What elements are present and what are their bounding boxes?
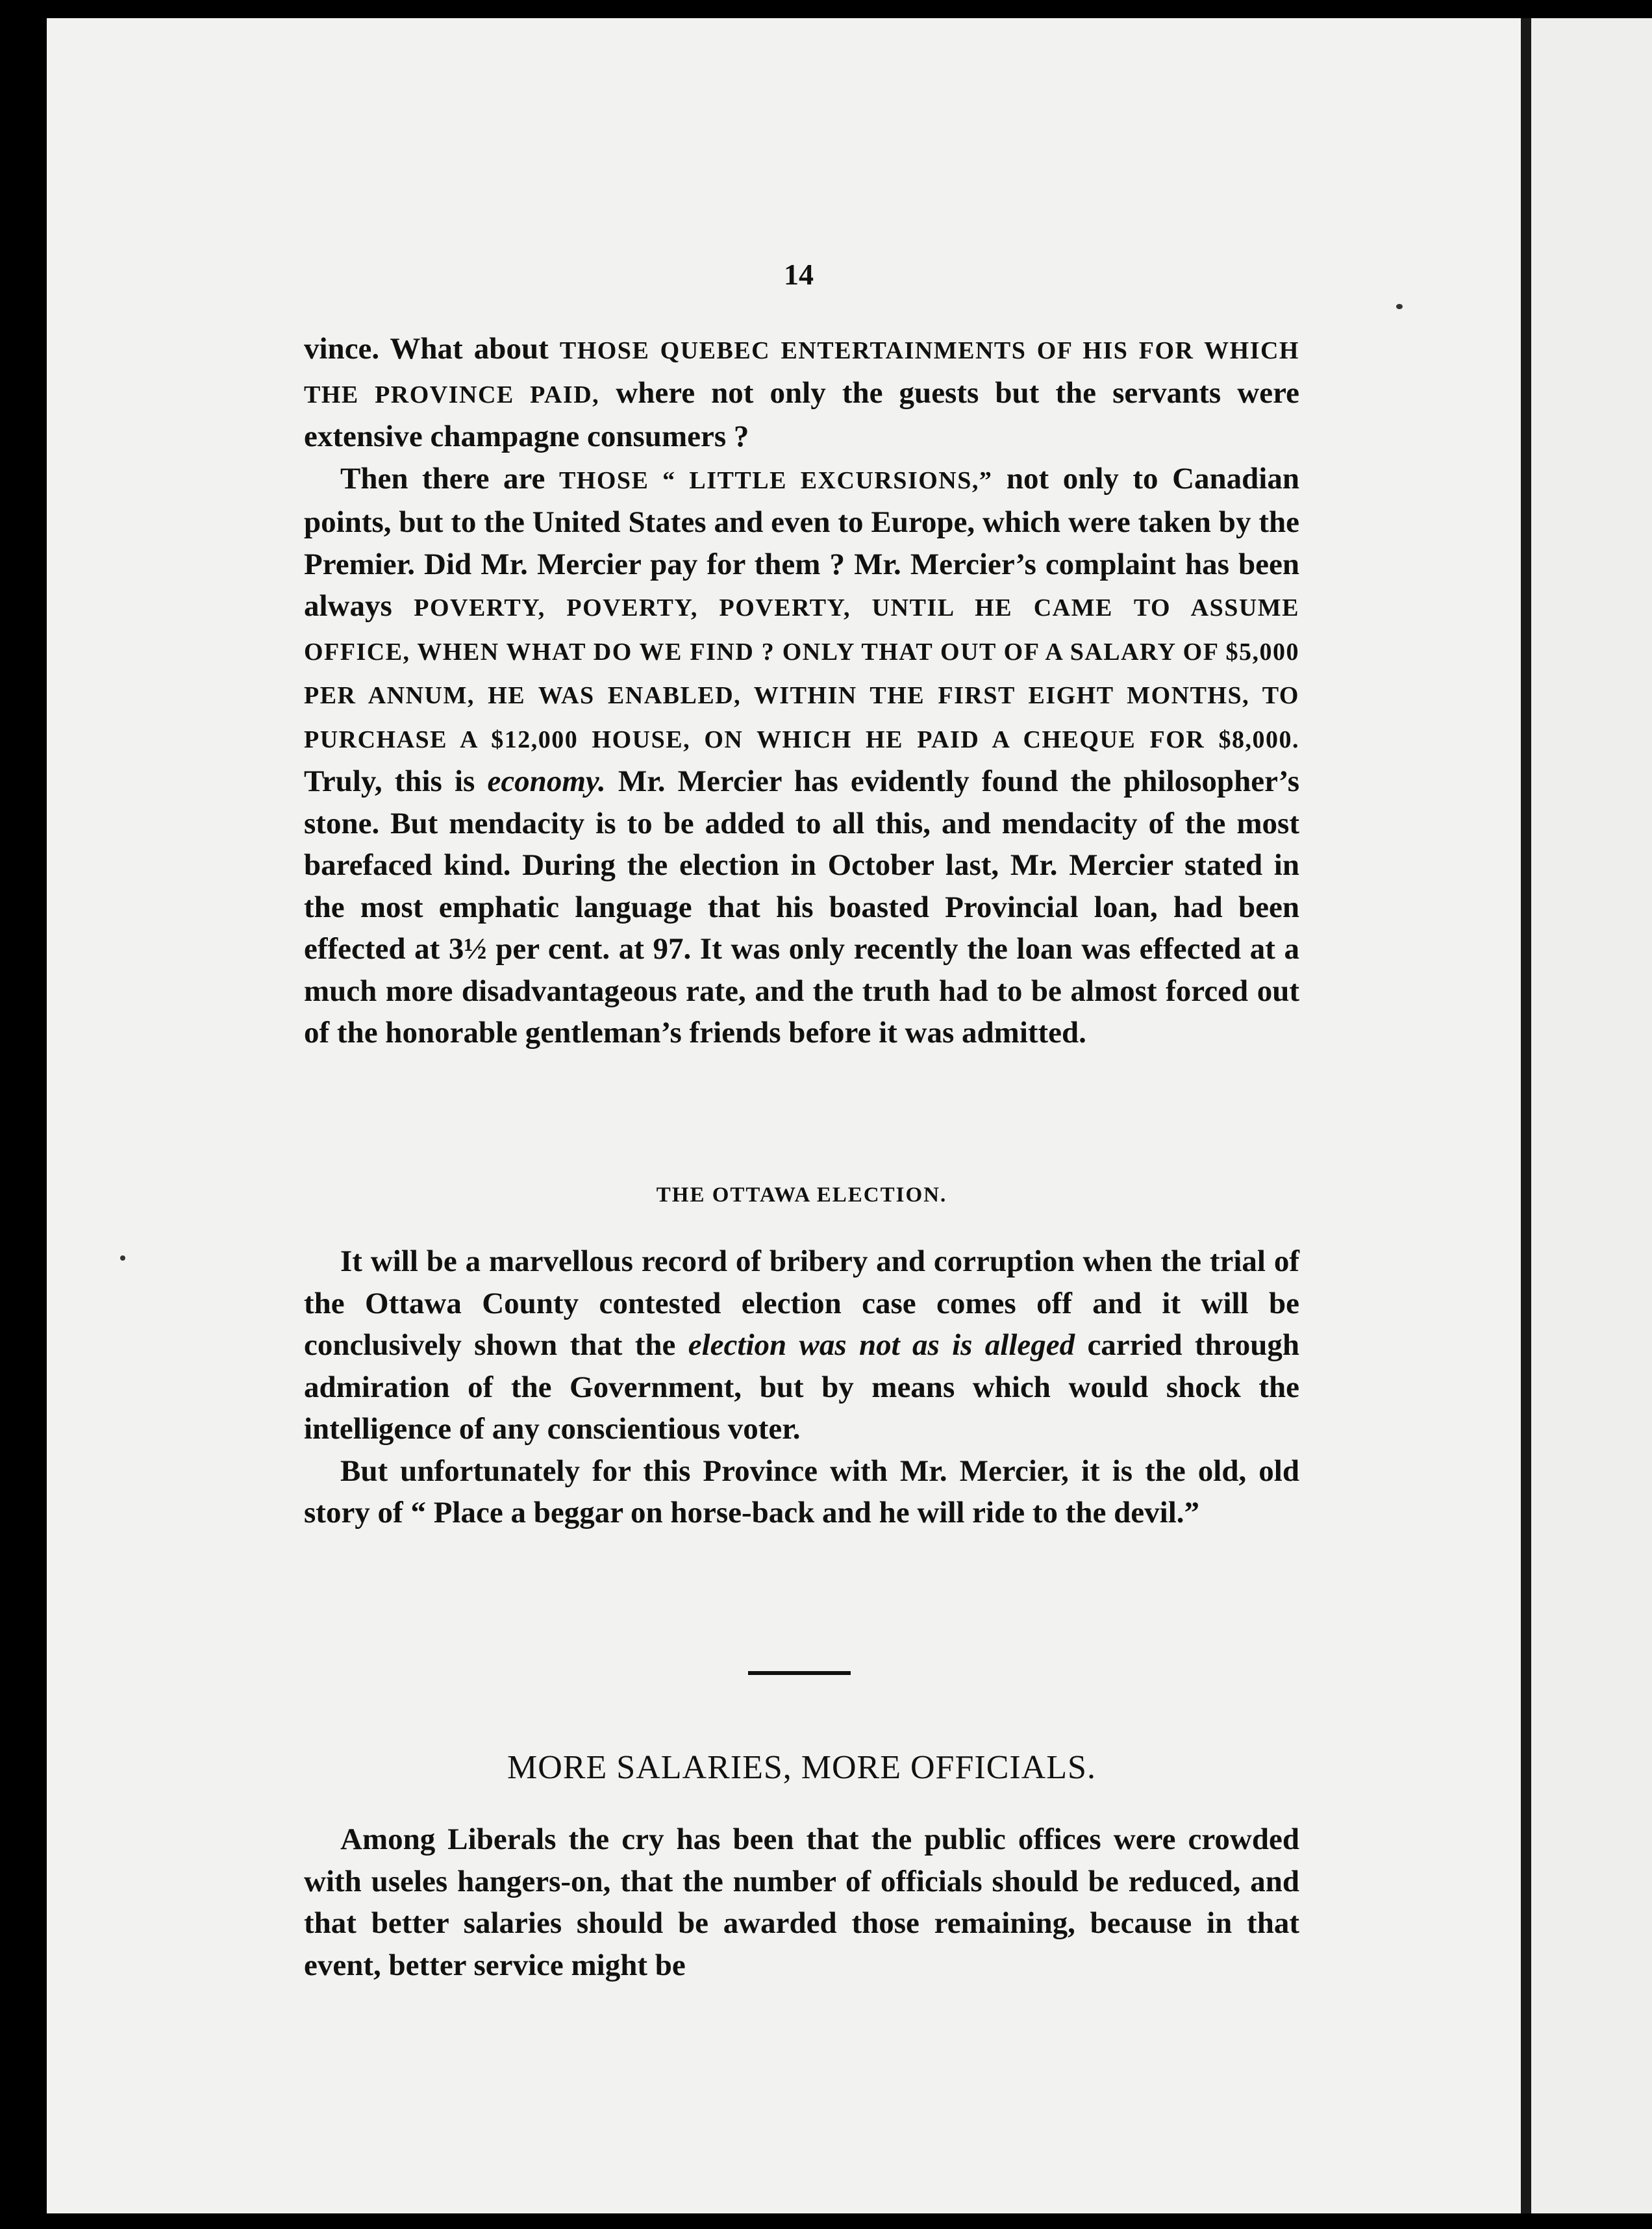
text-run: Mr. Mercier has evidently found the philosopher’s stone. But mendacity is to be added to all this, and mendacity of the most barefaced kind. During the election in October last, Mr. Mercier stated in the most emphatic language that his boasted Provincial loan, had been effected at 3½ per cent. at 97. It was only recently the loan was effected at a much more disadvantageous rate, and the truth had to be almost forced out of the honorable gentleman’s friends before it was admitted. bbox=[304, 764, 1299, 1050]
small-caps-run: THOSE “ LITTLE EXCURSIONS,” bbox=[558, 466, 993, 494]
paragraph-entertainments bbox=[304, 328, 1299, 458]
adjacent-page-edge bbox=[1531, 18, 1652, 2213]
italic-run: economy. bbox=[487, 764, 606, 798]
paragraph-beggar: But unfortunately for this Province with Mr. Mercier, it is the old, old story of “ Place a beggar on horse-back and he will ride to the devil.” bbox=[304, 1454, 1299, 1530]
text-run: It will be a marvellous record of bribery and corruption when the trial of the Ottawa County contested election case comes off and it will be conclusively shown that the bbox=[304, 1244, 1299, 1362]
page-gutter bbox=[1521, 18, 1531, 2213]
text-run: Then there are bbox=[340, 461, 559, 496]
paragraph-entertainments-block bbox=[304, 328, 1299, 1054]
salaries-block bbox=[304, 1819, 1299, 1986]
text-run: vince. What about bbox=[304, 332, 560, 366]
ink-speck bbox=[120, 1255, 125, 1261]
text-run: Truly, this is bbox=[304, 764, 488, 798]
text-run: not only to Canadian points, but to the United States and even to Europe, which were taken by the Premier. Did Mr. Mercier pay for them ? Mr. Mercier’s complaint has been always bbox=[304, 461, 1299, 623]
ottawa-election-block bbox=[304, 1240, 1299, 1534]
small-caps-run: POVERTY, POVERTY, POVERTY, UNTIL HE CAME TO ASSUME OFFICE, WHEN WHAT DO WE FIND ? ONLY THAT OUT OF A SALARY OF $5,000 PER ANNUM, HE WAS ENABLED, WITHIN THE FIRST EIGHT MONTHS, TO PURCHASE A $12,000 HOUSE, ON WHICH HE PAID A CHEQUE FOR $8,000. bbox=[304, 594, 1299, 753]
more-salaries-title: MORE SALARIES, MORE OFFICIALS. bbox=[507, 1749, 1096, 1786]
section-divider-rule bbox=[748, 1671, 851, 1675]
small-caps-run: THOSE QUEBEC ENTERTAINMENTS OF HIS FOR WHICH THE PROVINCE PAID, bbox=[304, 337, 1299, 409]
ottawa-election-heading: THE OTTAWA ELECTION. bbox=[656, 1183, 947, 1207]
text-run: carried through admiration of the Government, but by means which would shock the intelligence of any conscientious voter. bbox=[304, 1328, 1299, 1446]
ink-speck bbox=[1396, 304, 1403, 309]
italic-run: election was not as is alleged bbox=[688, 1328, 1075, 1362]
text-run: where not only the guests but the servants were extensive champagne consumers ? bbox=[304, 375, 1299, 453]
paragraph-excursions bbox=[304, 458, 1299, 1054]
page-number: 14 bbox=[784, 258, 814, 291]
paragraph-liberals: Among Liberals the cry has been that the public offices were crowded with useles hangers-on, that the number of officials should be reduced, and that better salaries should be awarded those remaining, because in that event, better service might be bbox=[304, 1822, 1299, 1982]
paragraph-bribery bbox=[304, 1240, 1299, 1450]
